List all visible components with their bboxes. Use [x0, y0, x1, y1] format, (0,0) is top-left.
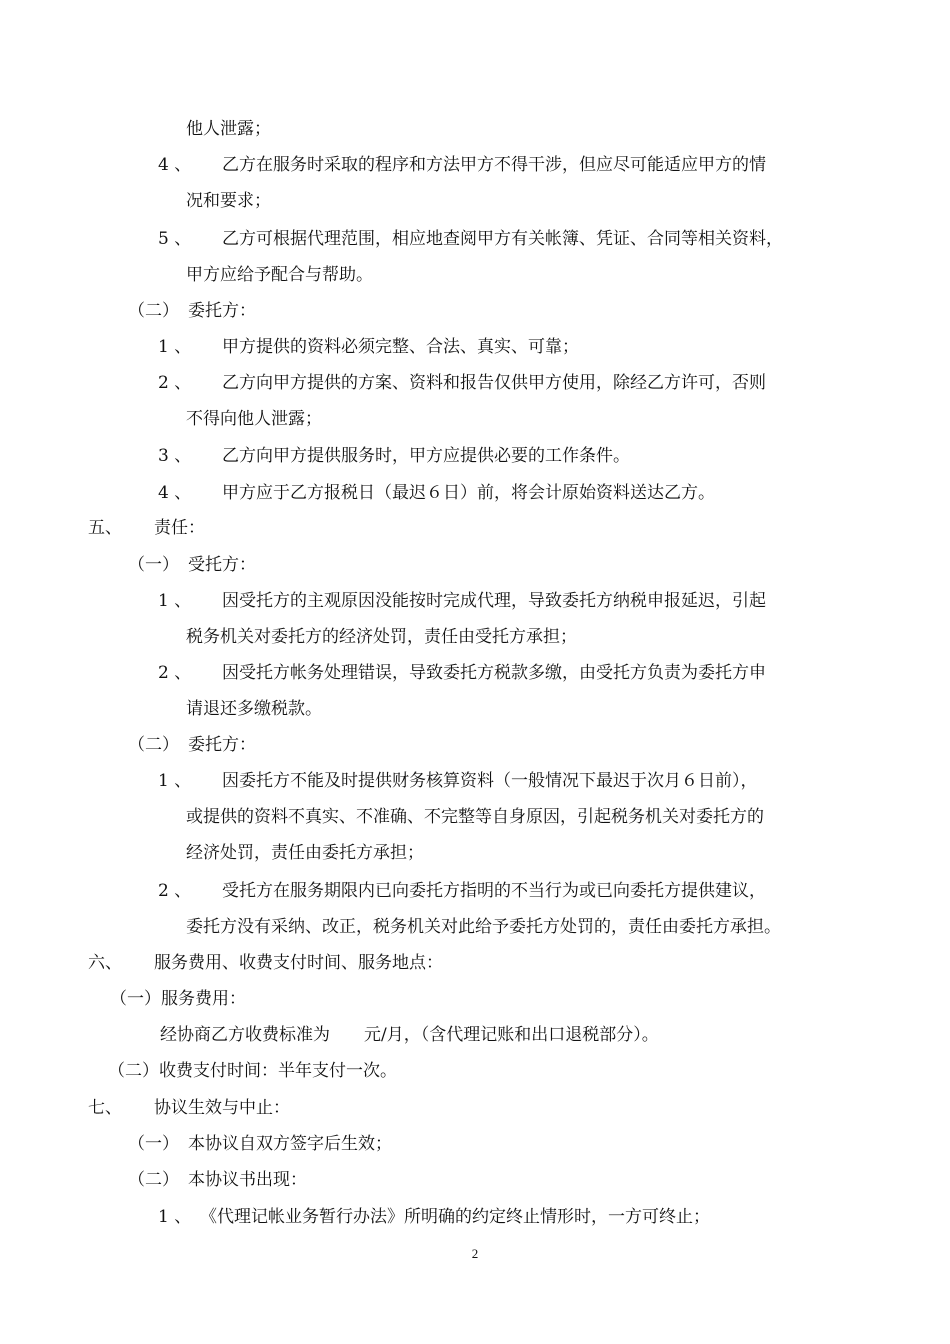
item-number: （二）: [128, 735, 179, 755]
line-text: 经协商乙方收费标准为 元/月，（含代理记账和出口退税部分）。: [160, 1025, 659, 1045]
line-text: 委托方：: [188, 301, 256, 321]
body-line: [186, 408, 322, 430]
body-line: [186, 842, 424, 864]
body-line: [160, 1024, 659, 1046]
item-number: 1 、: [158, 591, 192, 611]
body-line: [222, 445, 630, 467]
item-number: 1 、: [158, 337, 192, 357]
body-line: [222, 880, 766, 902]
section-heading-text: [154, 517, 205, 539]
line-text: 甲方应给予配合与帮助。: [186, 265, 373, 285]
list-item: [158, 880, 191, 902]
item-number: 2 、: [158, 373, 192, 393]
section-heading: [88, 517, 122, 539]
item-number: 4 、: [158, 155, 192, 175]
line-text: 乙方可根据代理范围，相应地查阅甲方有关帐簿、凭证、合同等相关资料，: [222, 229, 783, 249]
list-item: [158, 590, 191, 612]
body-line: [222, 336, 579, 358]
line-text: 协议生效与中止：: [154, 1098, 290, 1118]
item-number: 2 、: [158, 881, 192, 901]
line-text: 乙方向甲方提供的方案、资料和报告仅供甲方使用，除经乙方许可，否则: [222, 373, 766, 393]
body-line: [222, 482, 715, 504]
sub-heading: [128, 554, 179, 576]
body-line: [222, 590, 766, 612]
line-text: 服务费用、收费支付时间、服务地点：: [154, 953, 443, 973]
body-line: [186, 264, 373, 286]
item-number: （一）: [128, 1134, 179, 1154]
line-text: 受托方：: [188, 555, 256, 575]
item-number: （二）: [128, 301, 179, 321]
line-text: 况和要求；: [186, 191, 271, 211]
line-text: 委托方：: [188, 735, 256, 755]
line-text: 或提供的资料不真实、不准确、不完整等自身原因，引起税务机关对委托方的: [186, 807, 764, 827]
section-heading: [88, 952, 122, 974]
section-number: 七、: [88, 1098, 122, 1118]
body-line: [200, 1206, 710, 1228]
list-item: [158, 1206, 191, 1228]
list-item: [158, 154, 191, 176]
sub-heading: [128, 734, 179, 756]
list-item: [158, 662, 191, 684]
item-number: 1 、: [158, 771, 192, 791]
sub-heading: [108, 1060, 397, 1082]
body-line: [186, 190, 271, 212]
sub-heading-text: [188, 300, 256, 322]
sub-heading-text: [188, 734, 256, 756]
body-line: [222, 228, 783, 250]
item-number: （一）: [128, 555, 179, 575]
line-text: 不得向他人泄露；: [186, 409, 322, 429]
line-text: （一）服务费用：: [110, 989, 246, 1009]
sub-heading: [128, 300, 179, 322]
line-text: 乙方在服务时采取的程序和方法甲方不得干涉，但应尽可能适应甲方的情: [222, 155, 766, 175]
list-item: [158, 372, 191, 394]
page-number: 2: [471, 1246, 479, 1261]
line-text: 他人泄露；: [186, 119, 271, 139]
section-heading-text: [154, 1097, 290, 1119]
body-line: [222, 770, 758, 792]
body-line: [186, 698, 322, 720]
item-number: 2 、: [158, 663, 192, 683]
item-number: 3 、: [158, 446, 192, 466]
line-text: 责任：: [154, 518, 205, 538]
line-text: 经济处罚，责任由委托方承担；: [186, 843, 424, 863]
list-item: [158, 770, 191, 792]
line-text: 本协议自双方签字后生效；: [188, 1134, 392, 1154]
body-line: [186, 118, 271, 140]
line-text: 甲方提供的资料必须完整、合法、真实、可靠；: [222, 337, 579, 357]
item-number: （二）: [128, 1170, 179, 1190]
line-text: 乙方向甲方提供服务时，甲方应提供必要的工作条件。: [222, 446, 630, 466]
body-line: [186, 626, 577, 648]
list-item: [158, 228, 191, 250]
line-text: 受托方在服务期限内已向委托方指明的不当行为或已向委托方提供建议，: [222, 881, 766, 901]
section-heading-text: [154, 952, 443, 974]
sub-heading: [128, 1169, 179, 1191]
section-number: 六、: [88, 953, 122, 973]
sub-heading-text: [188, 554, 256, 576]
body-line: [222, 662, 766, 684]
line-text: 因受托方帐务处理错误，导致委托方税款多缴，由受托方负责为委托方申: [222, 663, 766, 683]
sub-heading-text: [188, 1133, 392, 1155]
sub-heading-text: [188, 1169, 307, 1191]
section-number: 五、: [88, 518, 122, 538]
section-heading: [88, 1097, 122, 1119]
line-text: 因受托方的主观原因没能按时完成代理，导致委托方纳税申报延迟，引起: [222, 591, 766, 611]
sub-heading: [128, 1133, 179, 1155]
body-line: [222, 154, 766, 176]
line-text: 甲方应于乙方报税日（最迟６日）前，将会计原始资料送达乙方。: [222, 483, 715, 503]
line-text: 请退还多缴税款。: [186, 699, 322, 719]
line-text: 税务机关对委托方的经济处罚，责任由受托方承担；: [186, 627, 577, 647]
body-line: [186, 916, 781, 938]
line-text: 因委托方不能及时提供财务核算资料（一般情况下最迟于次月６日前），: [222, 771, 758, 791]
item-number: 1 、: [158, 1207, 192, 1227]
body-line: [222, 372, 766, 394]
body-line: [186, 806, 764, 828]
list-item: [158, 445, 191, 467]
line-text: 委托方没有采纳、改正，税务机关对此给予委托方处罚的，责任由委托方承担。: [186, 917, 781, 937]
item-number: 5 、: [158, 229, 192, 249]
sub-heading: [110, 988, 246, 1010]
line-text: 本协议书出现：: [188, 1170, 307, 1190]
list-item: [158, 336, 191, 358]
list-item: [158, 482, 191, 504]
item-number: 4 、: [158, 483, 192, 503]
line-text: 《代理记帐业务暂行办法》所明确的约定终止情形时，一方可终止；: [200, 1207, 710, 1227]
line-text: （二）收费支付时间：半年支付一次。: [108, 1061, 397, 1081]
